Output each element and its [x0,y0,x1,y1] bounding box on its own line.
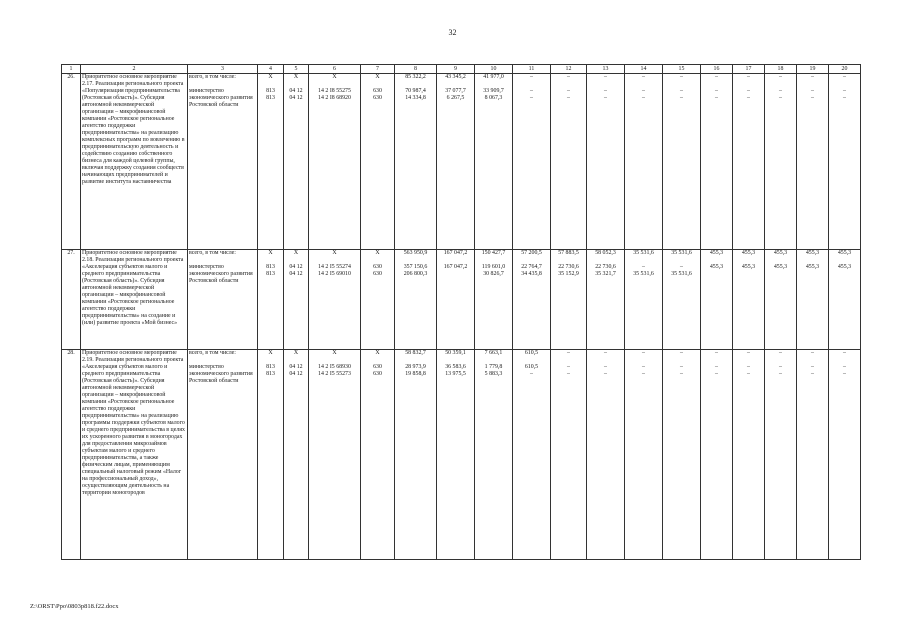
total-amount: – [642,350,645,356]
sub-code: 14 2 I5 55273 [318,371,351,377]
total-amount: – [715,350,718,356]
sub-amount: 8 067,3 [484,95,503,101]
sub-code: 630 [373,364,382,370]
sub-amount: – [843,371,846,377]
sub-code: 813 [266,95,275,101]
executor-name: министерство экономического развития Ростовской области [189,364,253,384]
total-amount: 610,5 [524,350,539,356]
total-amount: 43 345,2 [445,74,466,80]
sub-amount: 70 987,4 [405,88,426,94]
total-code: Х [268,250,273,256]
column-number-header: 16 [701,65,733,74]
total-code: Х [293,350,299,356]
amount-cell [663,350,701,560]
total-amount: 35 531,6 [671,250,692,256]
sub-code: 14 2 I5 68930 [318,364,351,370]
sub-code: 813 [266,88,275,94]
sub-amount: – [715,88,718,94]
total-amount: 167 047,2 [443,250,468,256]
total-code: Х [293,74,299,80]
sub-amount: 28 973,9 [405,364,426,370]
sub-amount: – [715,364,718,370]
sub-amount: – [567,95,570,101]
page-number: 32 [448,28,457,37]
sub-code: 630 [373,95,382,101]
sub-amount: – [779,88,782,94]
amount-cell [829,350,861,560]
total-amount: – [604,350,607,356]
amount-cell [551,74,587,250]
sub-code: 04 12 [289,88,303,94]
total-amount: – [811,350,814,356]
budget-table [61,64,861,560]
sub-amount: – [811,364,814,370]
amount-cell [551,350,587,560]
total-amount: 58 832,7 [405,350,426,356]
total-code: Х [332,250,337,256]
amount-cell [733,74,765,250]
sub-code: 14 2 I8 55275 [318,88,351,94]
code-cell-c6 [309,350,361,560]
sub-amount: – [604,371,607,377]
amount-cell [733,350,765,560]
amount-cell [625,74,663,250]
sub-code: 04 12 [289,364,303,370]
sub-amount: 357 150,6 [403,264,428,270]
total-amount: 7 663,1 [484,350,503,356]
amount-cell [395,74,437,250]
sub-amount: – [567,371,570,377]
sub-amount: – [642,264,645,270]
total-amount: 150 427,7 [481,250,506,256]
amount-cell [829,74,861,250]
amount-cell [625,350,663,560]
sub-code: 813 [266,271,275,277]
amount-cell [587,74,625,250]
sub-amount: – [779,371,782,377]
sub-code: 813 [266,264,275,270]
amount-cell [797,350,829,560]
footer-filepath: Z:\ORST\Ppo\0803p818.f22.docx [30,603,119,610]
amount-cell [701,74,733,250]
sub-amount: – [680,371,683,377]
row-number: 28. [62,350,81,560]
sub-amount: 455,3 [837,264,852,270]
sub-amount: – [680,264,683,270]
amount-cell [701,250,733,350]
sub-amount [734,271,763,278]
column-number-header: 19 [797,65,829,74]
total-amount: 50 359,1 [445,350,466,356]
sub-amount: 22 730,6 [558,264,579,270]
code-cell-c5 [284,250,309,350]
sub-code: 630 [373,88,382,94]
sub-amount: 455,3 [773,264,788,270]
executor-name: министерство экономического развития Ростовской области [189,264,253,284]
sub-amount: – [680,95,683,101]
amount-cell [587,250,625,350]
sub-amount: 35 152,9 [558,271,579,277]
sub-code: 04 12 [289,264,303,270]
sub-amount: 22 764,7 [521,264,542,270]
column-number-header: 4 [258,65,284,74]
total-amount: – [680,350,683,356]
row-number: 27. [62,250,81,350]
sub-amount: 455,3 [741,264,756,270]
column-number-header: 18 [765,65,797,74]
column-number-header: 15 [663,65,701,74]
sub-amount: 1 779,8 [484,364,503,370]
sub-amount: 37 077,7 [445,88,466,94]
sub-amount: – [530,371,533,377]
code-cell-c6 [309,250,361,350]
sub-amount: – [604,95,607,101]
column-number-header: 3 [188,65,258,74]
total-code: Х [268,350,273,356]
amount-cell [513,250,551,350]
sub-code: 630 [373,371,382,377]
amount-cell [797,250,829,350]
total-label: всего, в том числе: [189,74,236,80]
sub-amount: – [811,88,814,94]
sub-code: 813 [266,364,275,370]
sub-amount: – [642,364,645,370]
sub-amount: – [604,364,607,370]
total-amount: 455,3 [741,250,756,256]
measure-description [81,74,188,250]
funding-source-cell [188,350,258,560]
amount-cell [395,350,437,560]
amount-cell [733,250,765,350]
total-amount: 455,3 [837,250,852,256]
total-amount: – [567,350,570,356]
sub-code: 04 12 [289,271,303,277]
sub-amount: 36 583,6 [445,364,466,370]
sub-amount: 6 267,5 [446,95,465,101]
sub-amount [798,271,827,278]
sub-amount: 19 858,8 [405,371,426,377]
measure-description [81,250,188,350]
sub-amount: – [680,364,683,370]
amount-cell [829,250,861,350]
total-amount: 563 950,9 [403,250,428,256]
amount-cell [437,250,475,350]
code-cell-c4 [258,350,284,560]
measure-description-text: Приоритетное основное мероприятие 2.18. Реализация регионального проекта «Акселерация субъектов малого и среднего предпринимательства (Ростовская область)». Субсидия автономной некоммерческой организации – микрофинансовой компании «Ростовское региональное агентство поддержки предпринимательства» на создание и (или) развитие проекта «Мой бизнес» [82,250,184,326]
total-amount: – [642,74,645,80]
code-cell-c5 [284,350,309,560]
column-number-header: 9 [437,65,475,74]
total-amount: – [604,74,607,80]
total-amount: – [747,350,750,356]
total-code: Х [293,250,299,256]
measure-description [81,350,188,560]
total-amount: – [843,350,846,356]
sub-amount: – [715,371,718,377]
column-number-header: 11 [513,65,551,74]
sub-amount: – [811,95,814,101]
sub-amount: – [843,364,846,370]
sub-code: 630 [373,271,382,277]
sub-amount [702,271,731,278]
column-number-header: 2 [81,65,188,74]
sub-amount: – [715,95,718,101]
total-amount: 85 322,2 [405,74,426,80]
total-amount: 455,3 [773,250,788,256]
amount-cell [663,250,701,350]
total-code: Х [375,350,380,356]
sub-amount: – [642,88,645,94]
sub-amount: – [779,364,782,370]
total-label: всего, в том числе: [189,350,236,356]
sub-code: 14 2 I5 55274 [318,264,351,270]
total-code: Х [332,74,337,80]
amount-cell [797,74,829,250]
total-amount: 57 883,5 [558,250,579,256]
sub-amount: 455,3 [805,264,820,270]
sub-amount: 30 826,7 [483,271,504,277]
header-row [62,65,861,74]
sub-amount [830,271,859,278]
amount-cell [625,250,663,350]
total-amount: 57 200,5 [521,250,542,256]
amount-cell [475,74,513,250]
sub-amount: – [747,364,750,370]
sub-amount: 35 321,7 [595,271,616,277]
column-number-header: 8 [395,65,437,74]
sub-amount: 610,5 [524,364,539,370]
sub-amount: 167 047,2 [443,264,468,270]
sub-amount [766,271,795,278]
column-number-header: 5 [284,65,309,74]
sub-amount: 34 435,8 [521,271,542,277]
total-label: всего, в том числе: [189,250,236,256]
sub-amount: – [567,88,570,94]
sub-amount: 206 800,3 [403,271,428,277]
table-row [62,350,861,560]
total-amount: 58 052,3 [595,250,616,256]
sub-amount: – [530,95,533,101]
sub-amount: – [604,88,607,94]
code-cell-c7 [361,350,395,560]
table-row [62,250,861,350]
amount-cell [395,250,437,350]
sub-amount: 14 334,8 [405,95,426,101]
column-number-header: 17 [733,65,765,74]
total-amount: – [567,74,570,80]
sub-amount: – [747,371,750,377]
measure-description-text: Приоритетное основное мероприятие 2.19. Реализация регионального проекта «Акселерация субъектов малого и среднего предпринимательства (Ростовская область)». Субсидия автономной некоммерческой организации – микрофинансовой компании «Ростовское региональное агентство поддержки предпринимательства» на реализацию программы поддержки субъектов малого и среднего предпринимательства в целях их ускоренного развития в моногородах для предоставления микрозаймов субъектам малого и среднего предпринимательства, а также физическим лицам, применяющим специальный налоговый режим «Налог на профессиональный доход», осуществляющим деятельность на территории моногородов [82,350,185,496]
total-amount: – [747,74,750,80]
column-number-header: 10 [475,65,513,74]
total-amount: 35 531,6 [633,250,654,256]
amount-cell [437,350,475,560]
sub-amount: – [811,371,814,377]
code-cell-c5 [284,74,309,250]
code-cell-c7 [361,250,395,350]
sub-amount: – [747,95,750,101]
sub-amount: – [680,88,683,94]
total-code: Х [375,74,380,80]
sub-code: 813 [266,371,275,377]
sub-amount: – [642,371,645,377]
total-code: Х [332,350,337,356]
amount-cell [475,250,513,350]
code-cell-c7 [361,74,395,250]
column-number-header: 13 [587,65,625,74]
amount-cell [513,74,551,250]
sub-amount: 22 730,6 [595,264,616,270]
total-amount: – [715,74,718,80]
sub-amount: 35 531,6 [671,271,692,277]
amount-cell [587,350,625,560]
total-amount: – [680,74,683,80]
measure-description-text: Приоритетное основное мероприятие 2.17. Реализация регионального проекта «Популяризация предпринимательства (Ростовская область)». Субсидия автономной некоммерческой организации – микрофинансовой компании «Ростовское региональное агентство поддержки предпринимательства» на реализацию комплексных программ по вовлечению в предпринимательскую деятельность и содействию созданию собственного бизнеса для каждой целевой группы, включая поддержку создания сообществ начинающих предпринимателей и развитие института наставничества [82,74,185,185]
sub-code: 14 2 I8 68920 [318,95,351,101]
column-number-header: 1 [62,65,81,74]
amount-cell [551,250,587,350]
sub-amount: 13 975,5 [445,371,466,377]
executor-name: министерство экономического развития Ростовской области [189,88,253,108]
sub-amount: 455,3 [709,264,724,270]
amount-cell [765,74,797,250]
sub-amount: – [747,88,750,94]
amount-cell [513,350,551,560]
code-cell-c6 [309,74,361,250]
sub-amount [438,271,473,278]
code-cell-c4 [258,250,284,350]
code-cell-c4 [258,74,284,250]
amount-cell [701,350,733,560]
total-amount: 455,3 [805,250,820,256]
amount-cell [663,74,701,250]
total-amount: 41 977,0 [483,74,504,80]
total-code: Х [268,74,273,80]
sub-amount: – [843,95,846,101]
sub-amount: – [642,95,645,101]
funding-source-cell [188,74,258,250]
sub-code: 04 12 [289,371,303,377]
sub-amount: – [843,88,846,94]
sub-amount: 119 601,0 [481,264,506,270]
sub-code: 04 12 [289,95,303,101]
amount-cell [765,350,797,560]
amount-cell [765,250,797,350]
funding-source-cell [188,250,258,350]
total-amount: – [530,74,533,80]
column-number-header: 20 [829,65,861,74]
total-amount: – [779,74,782,80]
table-row [62,74,861,250]
sub-code: 14 2 I5 69010 [318,271,351,277]
total-amount: – [779,350,782,356]
sub-amount: 33 909,7 [483,88,504,94]
sub-amount: – [530,88,533,94]
total-amount: – [811,74,814,80]
total-amount: 455,3 [709,250,724,256]
sub-amount: – [567,364,570,370]
row-number: 26. [62,74,81,250]
column-number-header: 14 [625,65,663,74]
sub-amount: 35 531,6 [633,271,654,277]
sub-amount: 5 883,3 [484,371,503,377]
column-number-header: 7 [361,65,395,74]
amount-cell [437,74,475,250]
column-number-header: 6 [309,65,361,74]
sub-code: 630 [373,264,382,270]
column-number-header: 12 [551,65,587,74]
total-amount: – [843,74,846,80]
total-code: Х [375,250,380,256]
amount-cell [475,350,513,560]
sub-amount: – [779,95,782,101]
